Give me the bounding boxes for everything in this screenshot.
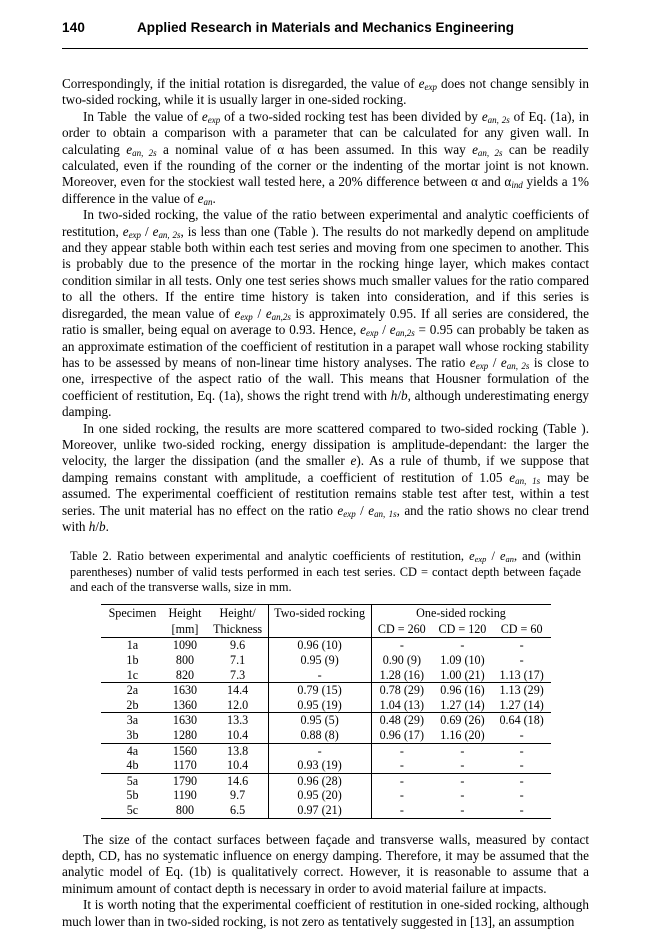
cell-cd-60: - — [493, 638, 551, 653]
table-row — [101, 788, 551, 803]
cell-height-thickness: 9.7 — [230, 788, 246, 803]
cell-height: 800 — [162, 803, 207, 818]
cell-cd-120: 1.16 (20) — [440, 727, 485, 742]
cell-cd-260: 1.28 (16) — [371, 668, 432, 683]
cell-two-sided: 0.95 (19) — [268, 698, 371, 713]
cell-cd-120: - — [432, 803, 493, 818]
cell-cd-60: - — [493, 773, 551, 788]
cell-specimen: 1a — [101, 638, 163, 653]
table-row — [101, 713, 551, 728]
table-row — [101, 803, 551, 818]
cell-cd-260: 0.48 (29) — [371, 713, 432, 728]
cell-two-sided: 0.95 (5) — [268, 713, 371, 728]
cell-height-thickness: 9.6 — [208, 638, 269, 653]
cell-cd-120: 1.27 (14) — [440, 697, 485, 712]
cell-two-sided: - — [268, 743, 371, 758]
cell-specimen: 4a — [101, 743, 163, 758]
cell-specimen: 2b — [126, 697, 139, 712]
table-body — [101, 638, 551, 818]
cell-height: 1630 — [162, 713, 207, 728]
table-caption-text: Table 2. Ratio between experimental and analytic coefficients of restitution, $e_{exp} / e_{an}$, and (within parentheses) number of valid tests performed in each test series. CD = contact depth between façade and each of the transverse walls, size in mm. — [70, 549, 582, 594]
cell-two-sided: - — [268, 668, 371, 683]
cell-height-thickness: 14.4 — [208, 683, 269, 698]
cell-cd-260: - — [371, 743, 432, 758]
th-cd-60: CD = 60 — [500, 622, 543, 637]
table-head — [101, 604, 551, 637]
cell-specimen: 5c — [101, 803, 163, 818]
page-number: 140 — [62, 20, 86, 35]
post-table-text — [62, 832, 589, 930]
cell-height-thickness: 6.5 — [208, 803, 269, 818]
table-row — [101, 638, 551, 653]
table-row — [101, 683, 551, 698]
cell-cd-260: 0.78 (29) — [371, 683, 432, 698]
cell-two-sided: 0.96 (10) — [268, 638, 371, 653]
th-height-unit: [mm] — [171, 622, 199, 637]
cell-height-thickness: 7.1 — [230, 652, 246, 667]
cell-cd-120: - — [432, 743, 493, 758]
cell-specimen: 3b — [126, 727, 139, 742]
th-height-thickness-2: Thickness — [213, 622, 263, 637]
table-row — [101, 773, 551, 788]
cell-height-thickness: 10.4 — [227, 758, 249, 773]
th-height-thickness-1: Height/ — [208, 604, 269, 621]
cell-height: 1560 — [162, 743, 207, 758]
cell-cd-60: - — [519, 758, 524, 773]
cell-height: 1790 — [162, 773, 207, 788]
table-caption — [62, 549, 589, 595]
cell-cd-120: - — [460, 788, 465, 803]
results-table — [101, 604, 551, 819]
cell-cd-120: 0.69 (26) — [432, 713, 493, 728]
table-row — [101, 743, 551, 758]
cell-cd-60: - — [493, 743, 551, 758]
cell-two-sided: 0.97 (21) — [268, 803, 371, 818]
running-header — [62, 20, 588, 46]
cell-cd-60: 1.27 (14) — [499, 697, 544, 712]
paragraph-3: In two-sided rocking, the value of the ratio between experimental and analytic coefficients of restitution, $e_{exp} / e_{an, 2s}$, is less than one (Table ). The results do not markedly depend on amplitude and they appear stable both within each test series and moving from one specimen to another. This is probably due to the presence of the mortar in the rocking hinge layer, which makes contact condition similar in all tests. Only one test series shows much smaller values for the ratio compared to all the others. If the entire time history is taken into consideration, and if this series is disregarded, the mean value of $e_{exp} / e_{an,2s}$ is approximately 0.95. If all series are considered, the ratio is smaller, being equal on average to 0.93. Hence, $e_{exp} / e_{an,2s} = 0.95$ can probably be taken as an approximate estimation of the coefficient of restitution in a parapet wall whose rocking stability has to be assessed by means of non-linear time history analyses. The ratio $e_{exp} / e_{an, 2s}$ is close to one, irrespective of the aspect ratio of the wall. This means that Housner formulation of the coefficient of restitution, Eq. (1a), shows the right trend with h/b, although underestimating energy damping. — [62, 207, 589, 420]
cell-height-thickness: 12.0 — [227, 697, 249, 712]
cell-cd-260: - — [371, 773, 432, 788]
cell-height: 1090 — [162, 638, 207, 653]
th-cd-120: CD = 120 — [438, 622, 487, 637]
paragraph-6: It is worth noting that the experimental coefficient of restitution in one-sided rocking, although much lower than in two-sided rocking, is not zero as tentatively suggested in [13], an assumption — [62, 897, 589, 929]
cell-height-thickness: 13.3 — [208, 713, 269, 728]
cell-two-sided: 0.88 (8) — [268, 728, 371, 743]
cell-cd-60: - — [519, 788, 524, 803]
cell-cd-260: 0.96 (17) — [371, 728, 432, 743]
cell-cd-60: 0.64 (18) — [493, 713, 551, 728]
cell-cd-260: - — [371, 803, 432, 818]
cell-height: 820 — [175, 667, 195, 682]
cell-height: 1280 — [172, 727, 198, 742]
cell-height-thickness: 13.8 — [208, 743, 269, 758]
cell-height: 1170 — [173, 758, 197, 773]
cell-specimen: 4b — [126, 758, 139, 773]
cell-cd-260: 0.90 (9) — [371, 653, 432, 668]
cell-cd-120: - — [432, 638, 493, 653]
cell-specimen: 5b — [126, 788, 139, 803]
cell-cd-260: 1.04 (13) — [371, 698, 432, 713]
cell-specimen: 1b — [126, 652, 139, 667]
cell-cd-60: 1.13 (29) — [493, 683, 551, 698]
paragraph-2: In Table the value of $e_{exp}$ of a two-sided rocking test has been divided by $e_{an, 2s}$ of Eq. (1a), in order to obtain a comparison with a parameter that can be calculated for any given wall. In calculating $e_{an, 2s}$ a nominal value of α has been assumed. In this way $e_{an, 2s}$ can be readily calculated, even if the rounding of the corner or the indenting of the mortar joint is not known. Moreover, even for the stockiest wall tested here, a 20% difference between α and $\alpha_{ind}$ yields a 1% difference in the value of $e_{an}$. — [62, 108, 589, 207]
cell-cd-60: - — [519, 652, 524, 667]
table-header-row-1 — [101, 604, 551, 621]
cell-height: 1190 — [173, 788, 197, 803]
cell-two-sided: 0.95 (20) — [268, 788, 371, 803]
cell-specimen: 1c — [126, 667, 139, 682]
results-table-wrapper — [101, 604, 551, 819]
cell-height-thickness: 14.6 — [208, 773, 269, 788]
header-rule — [62, 48, 588, 49]
cell-two-sided: 0.96 (28) — [268, 773, 371, 788]
table-row — [101, 728, 551, 743]
cell-specimen: 2a — [101, 683, 163, 698]
cell-specimen: 5a — [101, 773, 163, 788]
body-column — [62, 76, 589, 930]
cell-cd-120: 1.09 (10) — [440, 652, 485, 667]
cell-two-sided: 0.95 (9) — [268, 653, 371, 668]
cell-cd-60: - — [493, 803, 551, 818]
cell-cd-260: - — [371, 758, 432, 773]
cell-cd-120: 0.96 (16) — [432, 683, 493, 698]
cell-cd-260: - — [371, 638, 432, 653]
table-row — [101, 698, 551, 713]
table-row — [101, 653, 551, 668]
table-caption-number: Table 2. — [70, 549, 112, 564]
cell-cd-60: - — [519, 727, 524, 742]
cell-height-thickness: 10.4 — [227, 727, 249, 742]
cell-height: 1630 — [162, 683, 207, 698]
cell-height: 800 — [175, 652, 195, 667]
paragraph-4: In one sided rocking, the results are more scattered compared to two-sided rocking (Table ). Moreover, unlike two-sided rocking, energy dissipation is amplitude-dependant: the larger the velocity, the larger the dissipation (and the smaller e). As a rule of thumb, if we suppose that damping remains constant with amplitude, a coefficient of restitution of 1.05 $e_{an, 1s}$ may be assumed. The experimental coefficient of restitution remains stable test after test, within a test series. The unit material has no effect on the ratio $e_{exp} / e_{an, 1s}$, and the ratio shows no clear trend with h/b. — [62, 420, 590, 534]
cell-cd-120: 1.00 (21) — [440, 667, 485, 682]
table-row — [101, 668, 551, 683]
th-one-sided-rocking: One-sided rocking — [371, 604, 550, 621]
cell-height-thickness: 7.3 — [230, 667, 246, 682]
th-cd-260: CD = 260 — [371, 621, 432, 638]
th-height: Height — [162, 604, 207, 621]
cell-cd-60: 1.13 (17) — [499, 667, 544, 682]
cell-two-sided: 0.79 (15) — [268, 683, 371, 698]
paragraph-1: Correspondingly, if the initial rotation is disregarded, the value of $e_{exp}$ does not change sensibly in two-sided rocking, while it is usually larger in one-sided rocking. — [62, 76, 589, 108]
cell-cd-260: - — [371, 788, 432, 803]
running-title: Applied Research in Materials and Mechanics Engineering — [137, 20, 515, 35]
cell-cd-120: - — [460, 758, 465, 773]
cell-height: 1360 — [172, 697, 198, 712]
cell-specimen: 3a — [101, 713, 163, 728]
th-two-sided-rocking: Two-sided rocking — [268, 604, 371, 637]
cell-cd-120: - — [432, 773, 493, 788]
th-specimen: Specimen — [101, 604, 163, 637]
paragraph-5: The size of the contact surfaces between façade and transverse walls, measured by contact depth, CD, has no systematic influence on energy damping. Therefore, it may be assumed that the analytic model of Eq. (1b) is qualitatively correct. However, it is reasonable to assume that a minimum amount of contact depth is necessary in order to avoid material failure at impacts. — [62, 831, 589, 896]
table-row — [101, 758, 551, 773]
cell-two-sided: 0.93 (19) — [268, 758, 371, 773]
